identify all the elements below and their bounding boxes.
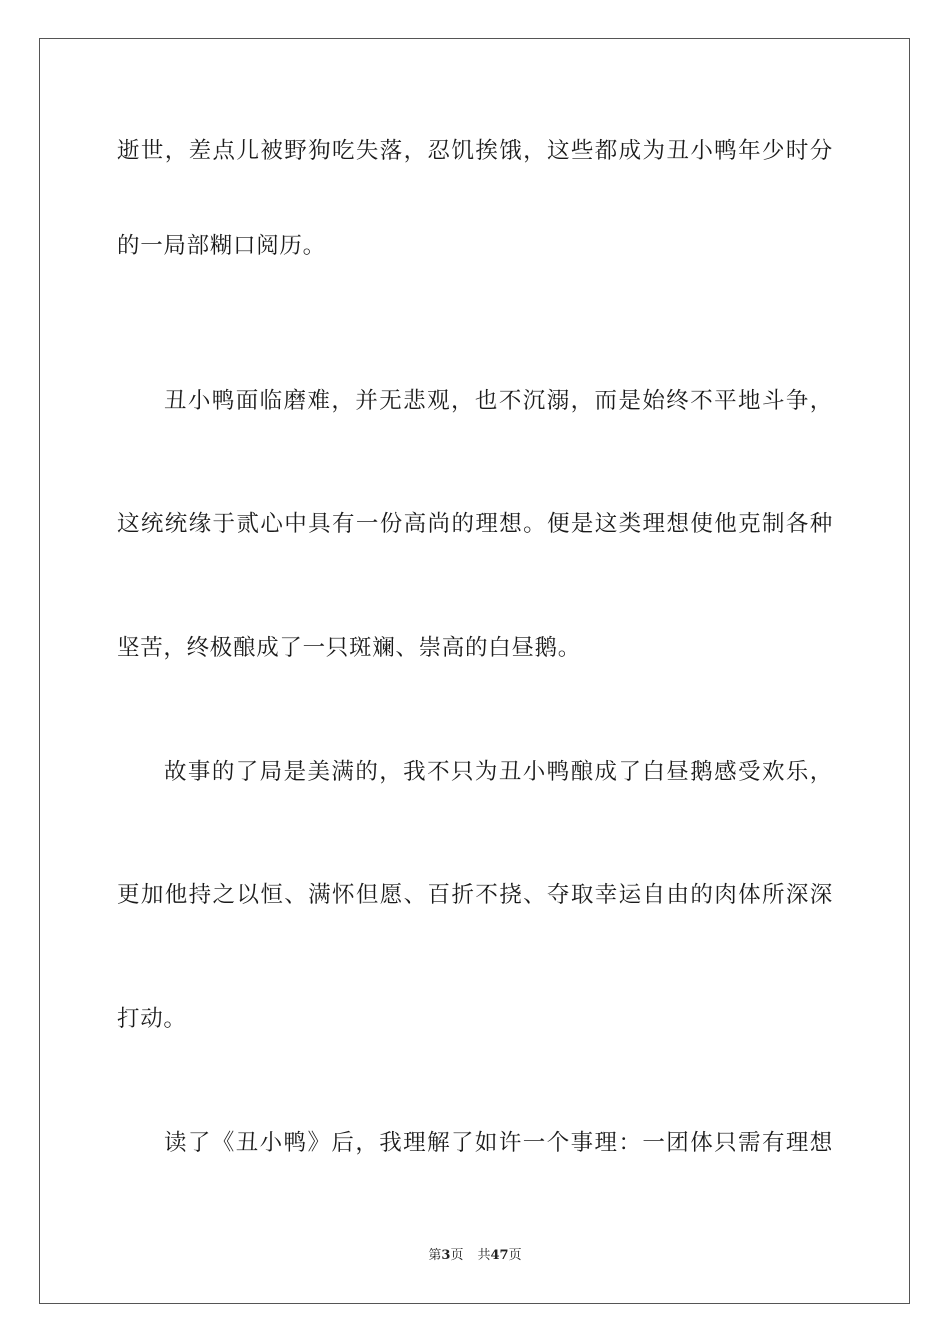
page-label-suffix: 页 xyxy=(450,1248,464,1263)
total-label-suffix: 页 xyxy=(508,1248,522,1263)
text-line: 更加他持之以恒、满怀但愿、百折不挠、夺取幸运自由的肉体所深深 xyxy=(117,882,833,908)
page-footer xyxy=(0,1247,950,1265)
paragraph-first-line: 故事的了局是美满的，我不只为丑小鸭酿成了白昼鹅感受欢乐， xyxy=(164,759,833,785)
paragraph-first-line: 丑小鸭面临磨难，并无悲观，也不沉溺，而是始终不平地斗争， xyxy=(164,388,833,414)
text-line: 的一局部糊口阅历。 xyxy=(117,233,326,259)
text-line: 坚苦，终极酿成了一只斑斓、崇高的白昼鹅。 xyxy=(117,635,582,661)
paragraph-first-line: 读了《丑小鸭》后，我理解了如许一个事理：一团体只需有理想 xyxy=(164,1130,833,1156)
total-label-prefix: 共 xyxy=(477,1248,491,1263)
text-line: 这统统缘于贰心中具有一份高尚的理想。便是这类理想使他克制各种 xyxy=(117,511,833,537)
page-border xyxy=(39,38,910,1304)
text-line: 打动。 xyxy=(117,1006,187,1032)
page-label-prefix: 第 xyxy=(428,1248,442,1263)
text-line: 逝世，差点儿被野狗吃失落，忍饥挨饿，这些都成为丑小鸭年少时分 xyxy=(117,138,833,164)
total-pages: 47 xyxy=(490,1248,509,1263)
page-number: 3 xyxy=(441,1248,451,1263)
